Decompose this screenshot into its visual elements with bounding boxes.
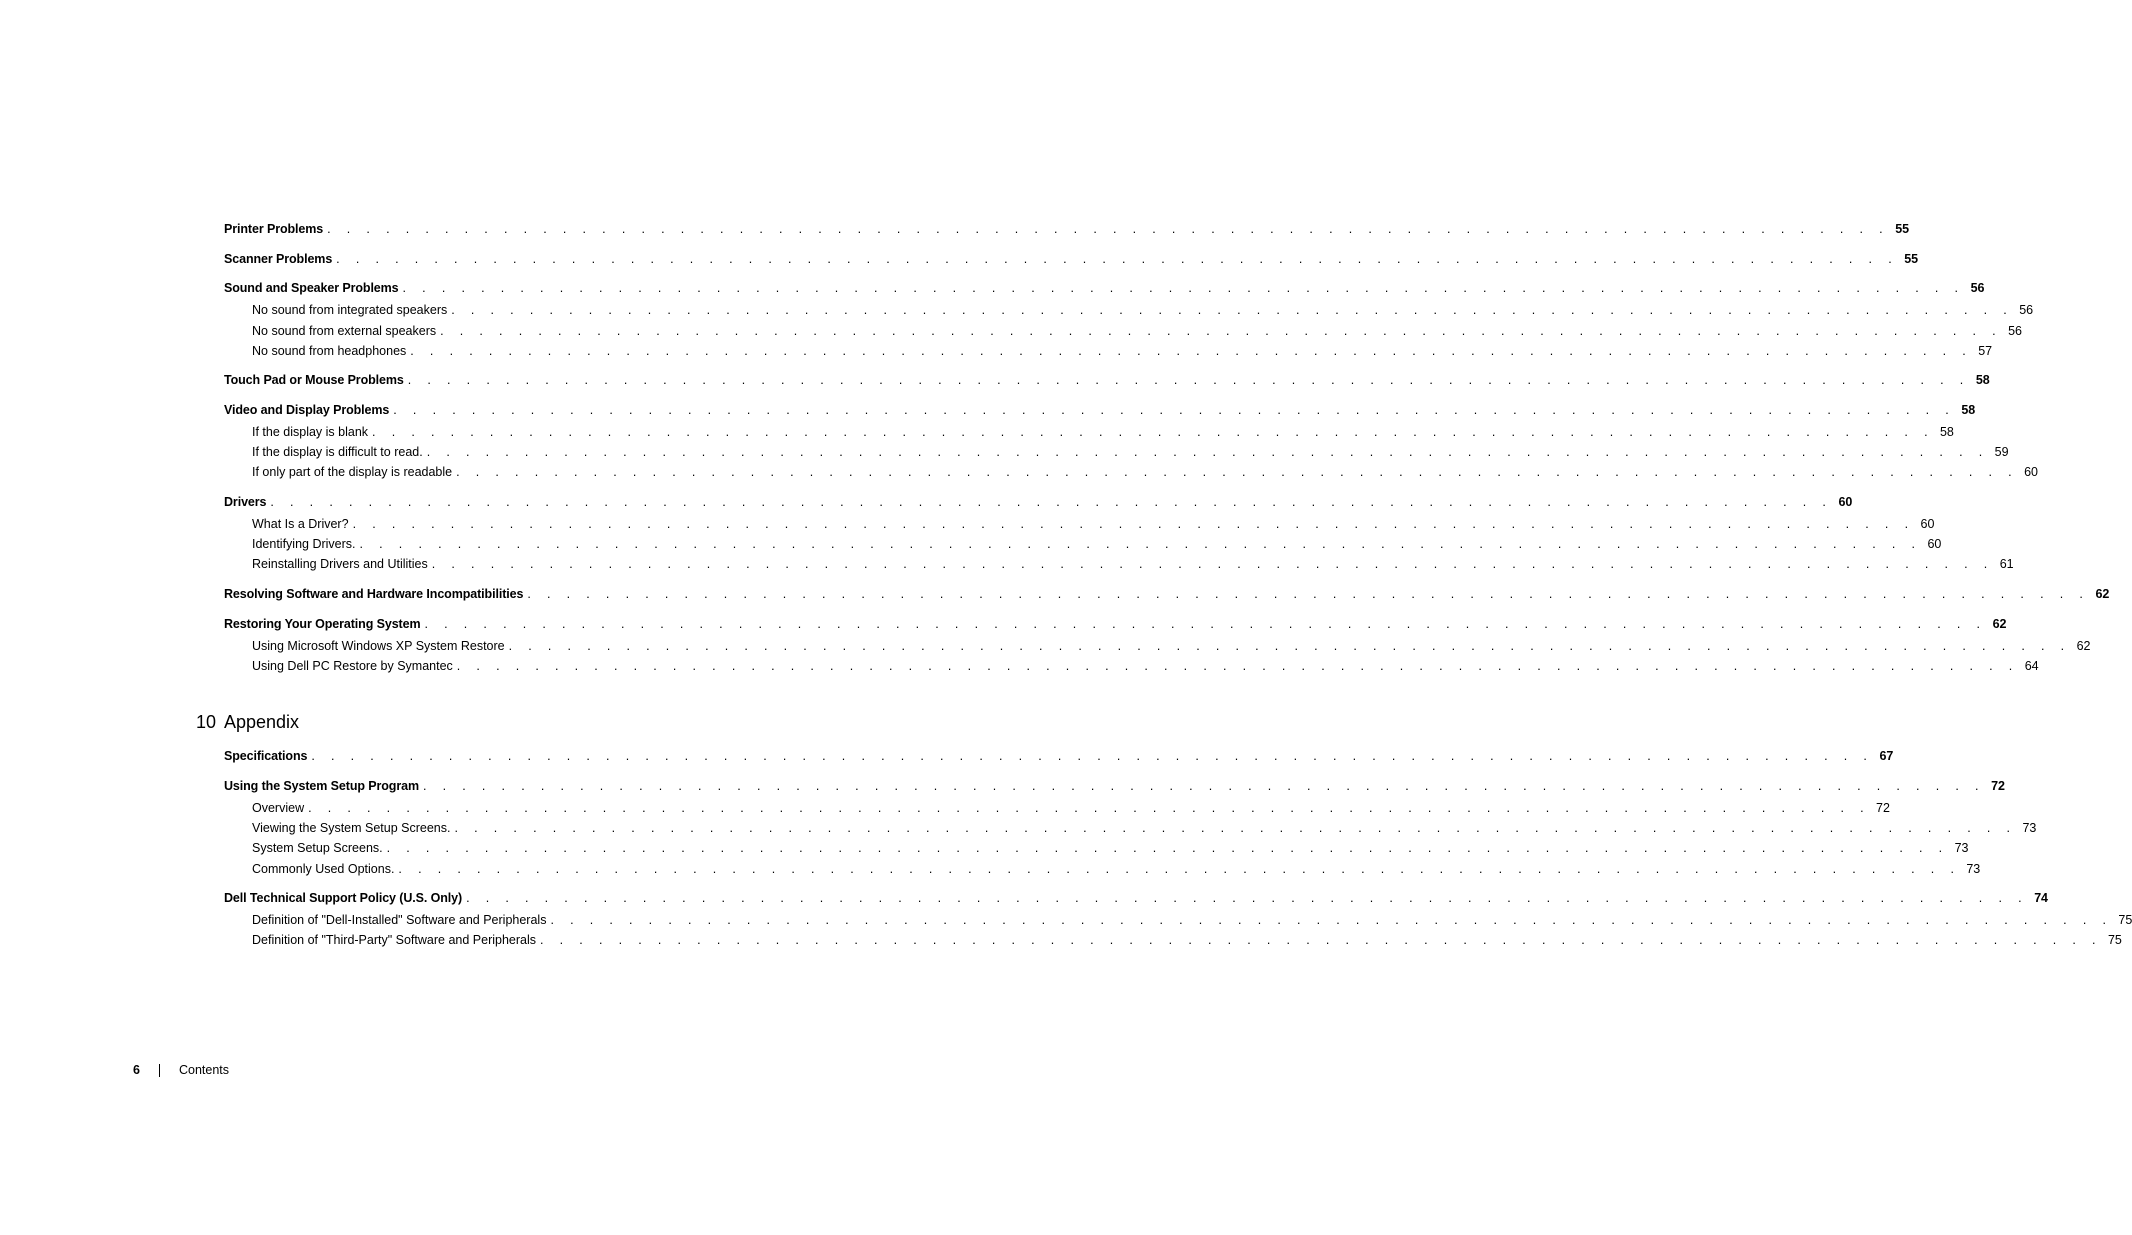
toc-subentry[interactable]: [252, 638, 2091, 654]
toc-entry-page: 73: [1966, 862, 1981, 876]
dot-leader: . . . . . . . . . . . . . . . . . . . . . . . . . . . . . . . . . . . . . . . . . . . . . . . . . . . . . . . . . . . . . . . . . . . . . . . . . . . . . . . .: [327, 222, 1889, 236]
footer-page-number: 6: [133, 1063, 140, 1077]
toc-entry-title: Using Microsoft Windows XP System Restore: [252, 639, 505, 653]
toc-entry[interactable]: [224, 280, 1985, 296]
toc-entry-page: 64: [2024, 659, 2039, 673]
toc-entry-title: No sound from external speakers: [252, 324, 437, 338]
toc-entry-title: System Setup Screens.: [252, 841, 383, 855]
toc-entry-page: 56: [2019, 303, 2034, 317]
toc-subentry[interactable]: [252, 840, 1969, 856]
toc-entry-title: No sound from headphones: [252, 344, 407, 358]
toc-entry-page: 73: [2022, 821, 2037, 835]
dot-leader: . . . . . . . . . . . . . . . . . . . . . . . . . . . . . . . . . . . . . . . . . . . . . . . . . . . . . . . . . . . . . . . . . . . . . . . . . . . . . . . .: [550, 913, 2113, 927]
toc-entry-page: 60: [1838, 495, 1853, 509]
toc-entry-page: 60: [1920, 517, 1935, 531]
page-footer: [0, 1062, 954, 1080]
toc-entry[interactable]: [224, 748, 1894, 764]
toc-entry-title: If the display is blank: [252, 425, 369, 439]
dot-leader: . . . . . . . . . . . . . . . . . . . . . . . . . . . . . . . . . . . . . . . . . . . . . . . . . . . . . . . . . . . . . . . . . . . . . . . . . . . . . . . .: [402, 281, 1965, 295]
toc-entry-title: Using the System Setup Program: [224, 779, 419, 793]
toc-entry-title: Identifying Drivers.: [252, 537, 356, 551]
dot-leader: . . . . . . . . . . . . . . . . . . . . . . . . . . . . . . . . . . . . . . . . . . . . . . . . . . . . . . . . . . . . . . . . . . . . . . . . . . . . . . . .: [527, 587, 2090, 601]
toc-subentry[interactable]: [252, 444, 2009, 460]
toc-subentry[interactable]: [252, 932, 2122, 948]
dot-leader: . . . . . . . . . . . . . . . . . . . . . . . . . . . . . . . . . . . . . . . . . . . . . . . . . . . . . . . . . . . . . . . . . . . . . . . . . . . . . . . .: [426, 445, 1989, 459]
toc-entry-page: 73: [1954, 841, 1969, 855]
toc-entry[interactable]: [224, 494, 1853, 510]
dot-leader: . . . . . . . . . . . . . . . . . . . . . . . . . . . . . . . . . . . . . . . . . . . . . . . . . . . . . . . . . . . . . . . . . . . . . . . . . . . . . . . .: [270, 495, 1833, 509]
footer-section-label: Contents: [179, 1063, 230, 1077]
toc-entry-page: 62: [2095, 587, 2110, 601]
toc-subentry[interactable]: [252, 912, 2132, 928]
dot-leader: . . . . . . . . . . . . . . . . . . . . . . . . . . . . . . . . . . . . . . . . . . . . . . . . . . . . . . . . . . . . . . . . . . . . . . . . . . . . . . . .: [440, 324, 2002, 338]
toc-entry-page: 75: [2118, 913, 2132, 927]
dot-leader: . . . . . . . . . . . . . . . . . . . . . . . . . . . . . . . . . . . . . . . . . . . . . . . . . . . . . . . . . . . . . . . . . . . . . . . . . . . . . . . .: [456, 659, 2019, 673]
dot-leader: . . . . . . . . . . . . . . . . . . . . . . . . . . . . . . . . . . . . . . . . . . . . . . . . . . . . . . . . . . . . . . . . . . . . . . . . . . . . . . . .: [508, 639, 2071, 653]
toc-subentry[interactable]: [252, 556, 2014, 572]
toc-entry-title: Reinstalling Drivers and Utilities: [252, 557, 428, 571]
toc-entry[interactable]: [224, 890, 2048, 906]
toc-entry[interactable]: [224, 221, 1909, 237]
toc-entry[interactable]: [224, 402, 1976, 418]
dot-leader: . . . . . . . . . . . . . . . . . . . . . . . . . . . . . . . . . . . . . . . . . . . . . . . . . . . . . . . . . . . . . . . . . . . . . . . . . . . . . . . .: [451, 303, 2014, 317]
dot-leader: . . . . . . . . . . . . . . . . . . . . . . . . . . . . . . . . . . . . . . . . . . . . . . . . . . . . . . . . . . . . . . . . . . . . . . . . . . . . . . . .: [352, 517, 1915, 531]
toc-subentry[interactable]: [252, 464, 2038, 480]
toc-entry-title: If only part of the display is readable: [252, 465, 453, 479]
toc-subentry[interactable]: [252, 800, 1890, 816]
dot-leader: . . . . . . . . . . . . . . . . . . . . . . . . . . . . . . . . . . . . . . . . . . . . . . . . . . . . . . . . . . . . . . . . . . . . . . . . . . . . . . . .: [336, 252, 1899, 266]
toc-entry[interactable]: [224, 372, 1990, 388]
toc-entry[interactable]: [224, 586, 2110, 602]
chapter-title: Appendix: [224, 712, 300, 732]
toc-entry-title: No sound from integrated speakers: [252, 303, 448, 317]
toc-entry[interactable]: [224, 251, 1919, 267]
toc-entry-title: Dell Technical Support Policy (U.S. Only): [224, 891, 463, 905]
dot-leader: . . . . . . . . . . . . . . . . . . . . . . . . . . . . . . . . . . . . . . . . . . . . . . . . . . . . . . . . . . . . . . . . . . . . . . . . . . . . . . . .: [407, 373, 1970, 387]
toc-entry-page: 61: [1999, 557, 2014, 571]
dot-leader: . . . . . . . . . . . . . . . . . . . . . . . . . . . . . . . . . . . . . . . . . . . . . . . . . . . . . . . . . . . . . . . . . . . . . . . . . . . . . . . .: [393, 403, 1956, 417]
dot-leader: . . . . . . . . . . . . . . . . . . . . . . . . . . . . . . . . . . . . . . . . . . . . . . . . . . . . . . . . . . . . . . . . . . . . . . . . . . . . . . . .: [456, 465, 2018, 479]
toc-entry-title: Video and Display Problems: [224, 403, 390, 417]
toc-entry-page: 74: [2034, 891, 2048, 905]
dot-leader: . . . . . . . . . . . . . . . . . . . . . . . . . . . . . . . . . . . . . . . . . . . . . . . . . . . . . . . . . . . . . . . . . . . . . . . . . . . . . . . .: [311, 749, 1874, 763]
toc-entry[interactable]: [224, 778, 2005, 794]
footer-separator: [159, 1064, 160, 1077]
toc-subentry[interactable]: [252, 516, 1935, 532]
toc-entry-page: 56: [2008, 324, 2022, 338]
toc-entry-title: Restoring Your Operating System: [224, 617, 421, 631]
toc-subentry[interactable]: [252, 820, 2037, 836]
toc-entry-page: 62: [2076, 639, 2091, 653]
dot-leader: . . . . . . . . . . . . . . . . . . . . . . . . . . . . . . . . . . . . . . . . . . . . . . . . . . . . . . . . . . . . . . . . . . . . . . . . . . . . . . . .: [386, 841, 1949, 855]
toc-entry-title: Overview: [252, 801, 305, 815]
toc-entry-title: Using Dell PC Restore by Symantec: [252, 659, 453, 673]
dot-leader: . . . . . . . . . . . . . . . . . . . . . . . . . . . . . . . . . . . . . . . . . . . . . . . . . . . . . . . . . . . . . . . . . . . . . . . . . . . . . . . .: [422, 779, 1985, 793]
toc-entry-title: Commonly Used Options.: [252, 862, 395, 876]
toc-subentry[interactable]: [252, 861, 1981, 877]
toc-entry-page: 59: [1994, 445, 2009, 459]
toc-subentry[interactable]: [252, 343, 1993, 359]
toc-entry-title: If the display is difficult to read.: [252, 445, 423, 459]
toc-entry-title: Specifications: [224, 749, 308, 763]
dot-leader: . . . . . . . . . . . . . . . . . . . . . . . . . . . . . . . . . . . . . . . . . . . . . . . . . . . . . . . . . . . . . . . . . . . . . . . . . . . . . . . .: [398, 862, 1961, 876]
dot-leader: . . . . . . . . . . . . . . . . . . . . . . . . . . . . . . . . . . . . . . . . . . . . . . . . . . . . . . . . . . . . . . . . . . . . . . . . . . . . . . . .: [424, 617, 1987, 631]
chapter-heading: [196, 711, 299, 733]
dot-leader: . . . . . . . . . . . . . . . . . . . . . . . . . . . . . . . . . . . . . . . . . . . . . . . . . . . . . . . . . . . . . . . . . . . . . . . . . . . . . . . .: [431, 557, 1994, 571]
toc-entry-page: 58: [1961, 403, 1976, 417]
toc-subentry[interactable]: [252, 536, 1942, 552]
toc-entry-title: Definition of "Dell-Installed" Software and Peripherals: [252, 913, 547, 927]
toc-entry-page: 57: [1978, 344, 1993, 358]
toc-subentry[interactable]: [252, 658, 2039, 674]
chapter-number: 10: [196, 712, 217, 732]
toc-subentry[interactable]: [252, 323, 2022, 339]
toc-entry-page: 58: [1975, 373, 1990, 387]
toc-entry-page: 72: [1876, 801, 1890, 815]
toc-entry[interactable]: [224, 616, 2007, 632]
toc-entry-page: 55: [1904, 252, 1919, 266]
dot-leader: . . . . . . . . . . . . . . . . . . . . . . . . . . . . . . . . . . . . . . . . . . . . . . . . . . . . . . . . . . . . . . . . . . . . . . . . . . . . . . . .: [359, 537, 1922, 551]
toc-entry-title: Definition of "Third-Party" Software and Peripherals: [252, 933, 537, 947]
dot-leader: . . . . . . . . . . . . . . . . . . . . . . . . . . . . . . . . . . . . . . . . . . . . . . . . . . . . . . . . . . . . . . . . . . . . . . . . . . . . . . . .: [308, 801, 1870, 815]
toc-entry-title: Scanner Problems: [224, 252, 333, 266]
toc-entry-title: Drivers: [224, 495, 267, 509]
toc-entry-title: Sound and Speaker Problems: [224, 281, 399, 295]
toc-entry-title: Printer Problems: [224, 222, 324, 236]
dot-leader: . . . . . . . . . . . . . . . . . . . . . . . . . . . . . . . . . . . . . . . . . . . . . . . . . . . . . . . . . . . . . . . . . . . . . . . . . . . . . . . .: [466, 891, 2028, 905]
toc-entry-page: 60: [1927, 537, 1942, 551]
dot-leader: . . . . . . . . . . . . . . . . . . . . . . . . . . . . . . . . . . . . . . . . . . . . . . . . . . . . . . . . . . . . . . . . . . . . . . . . . . . . . . . .: [454, 821, 2017, 835]
toc-entry-page: 58: [1939, 425, 1954, 439]
toc-entry-page: 56: [1970, 281, 1985, 295]
toc-entry-title: Touch Pad or Mouse Problems: [224, 373, 404, 387]
toc-entry-title: What Is a Driver?: [252, 517, 349, 531]
toc-entry-page: 75: [2107, 933, 2122, 947]
toc-entry-title: Viewing the System Setup Screens.: [252, 821, 451, 835]
toc-subentry[interactable]: [252, 424, 1954, 440]
toc-entry-page: 62: [1992, 617, 2007, 631]
dot-leader: . . . . . . . . . . . . . . . . . . . . . . . . . . . . . . . . . . . . . . . . . . . . . . . . . . . . . . . . . . . . . . . . . . . . . . . . . . . . . . . .: [540, 933, 2102, 947]
toc-entry-page: 60: [2024, 465, 2038, 479]
dot-leader: . . . . . . . . . . . . . . . . . . . . . . . . . . . . . . . . . . . . . . . . . . . . . . . . . . . . . . . . . . . . . . . . . . . . . . . . . . . . . . . .: [372, 425, 1934, 439]
dot-leader: . . . . . . . . . . . . . . . . . . . . . . . . . . . . . . . . . . . . . . . . . . . . . . . . . . . . . . . . . . . . . . . . . . . . . . . . . . . . . . . .: [410, 344, 1973, 358]
toc-subentry[interactable]: [252, 302, 2034, 318]
toc-entry-title: Resolving Software and Hardware Incompatibilities: [224, 587, 524, 601]
toc-entry-page: 55: [1895, 222, 1909, 236]
toc-entry-page: 67: [1879, 749, 1894, 763]
toc-entry-page: 72: [1991, 779, 2005, 793]
